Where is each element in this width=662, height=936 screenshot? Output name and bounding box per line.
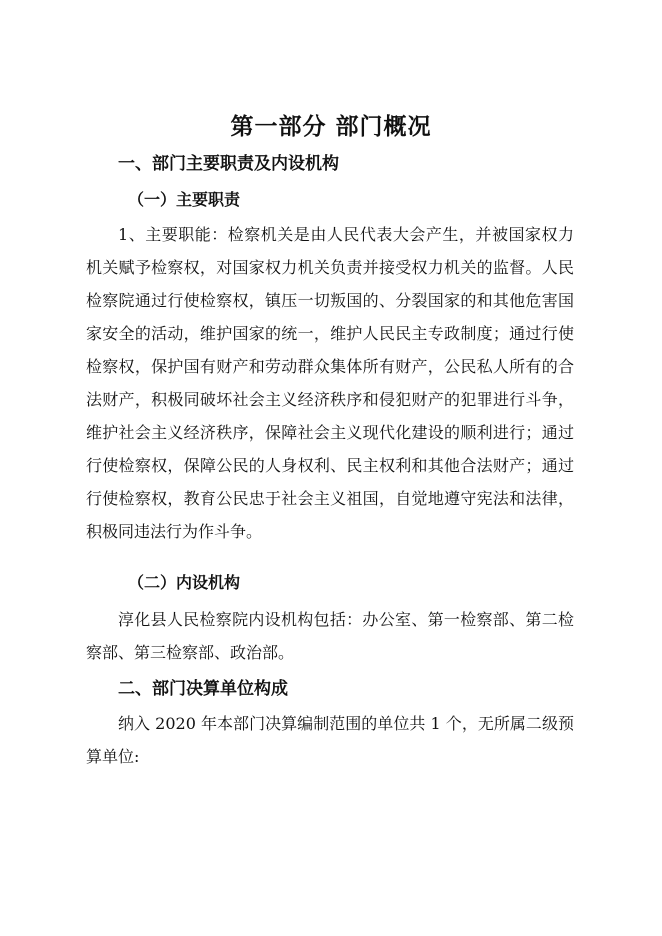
subsection-heading-main-duties: （一）主要职责 — [128, 190, 241, 209]
paragraph-unit-composition: 纳入 2020 年本部门决算编制范围的单位共 1 个，无所属二级预算单位: — [86, 714, 574, 766]
subsection-heading-internal-departments: （二）内设机构 — [128, 573, 241, 592]
paragraph-main-duties: 1、主要职能：检察机关是由人民代表大会产生，并被国家权力机关赋予检察权，对国家权力机关负责并接受权力机关的监督。人民检察院通过行使检察权，镇压一切叛国的、分裂国家的和其他危害国家安全的活动，维护国家的统一，维护人民民主专政制度；通过行使检察权，保护国有财产和劳动群众集体所有财产，公民私人所有的合法财产，积极同破坏社会主义经济秩序和侵犯财产的犯罪进行斗争，维护社会主义经济秩序，保障社会主义现代化建设的顺利进行；通过行使检察权，保障公民的人身权利、民主权利和其他合法财产；通过行使检察权，教育公民忠于社会主义祖国，自觉地遵守宪法和法律，积极同违法行为作斗争。 — [86, 225, 574, 541]
page-title: 第一部分 部门概况 — [230, 114, 432, 140]
section-heading-unit-composition: 二、部门决算单位构成 — [118, 679, 288, 699]
section-heading-responsibilities: 一、部门主要职责及内设机构 — [118, 154, 339, 174]
paragraph-internal-departments: 淳化县人民检察院内设机构包括：办公室、第一检察部、第二检察部、第三检察部、政治部。 — [86, 610, 574, 662]
